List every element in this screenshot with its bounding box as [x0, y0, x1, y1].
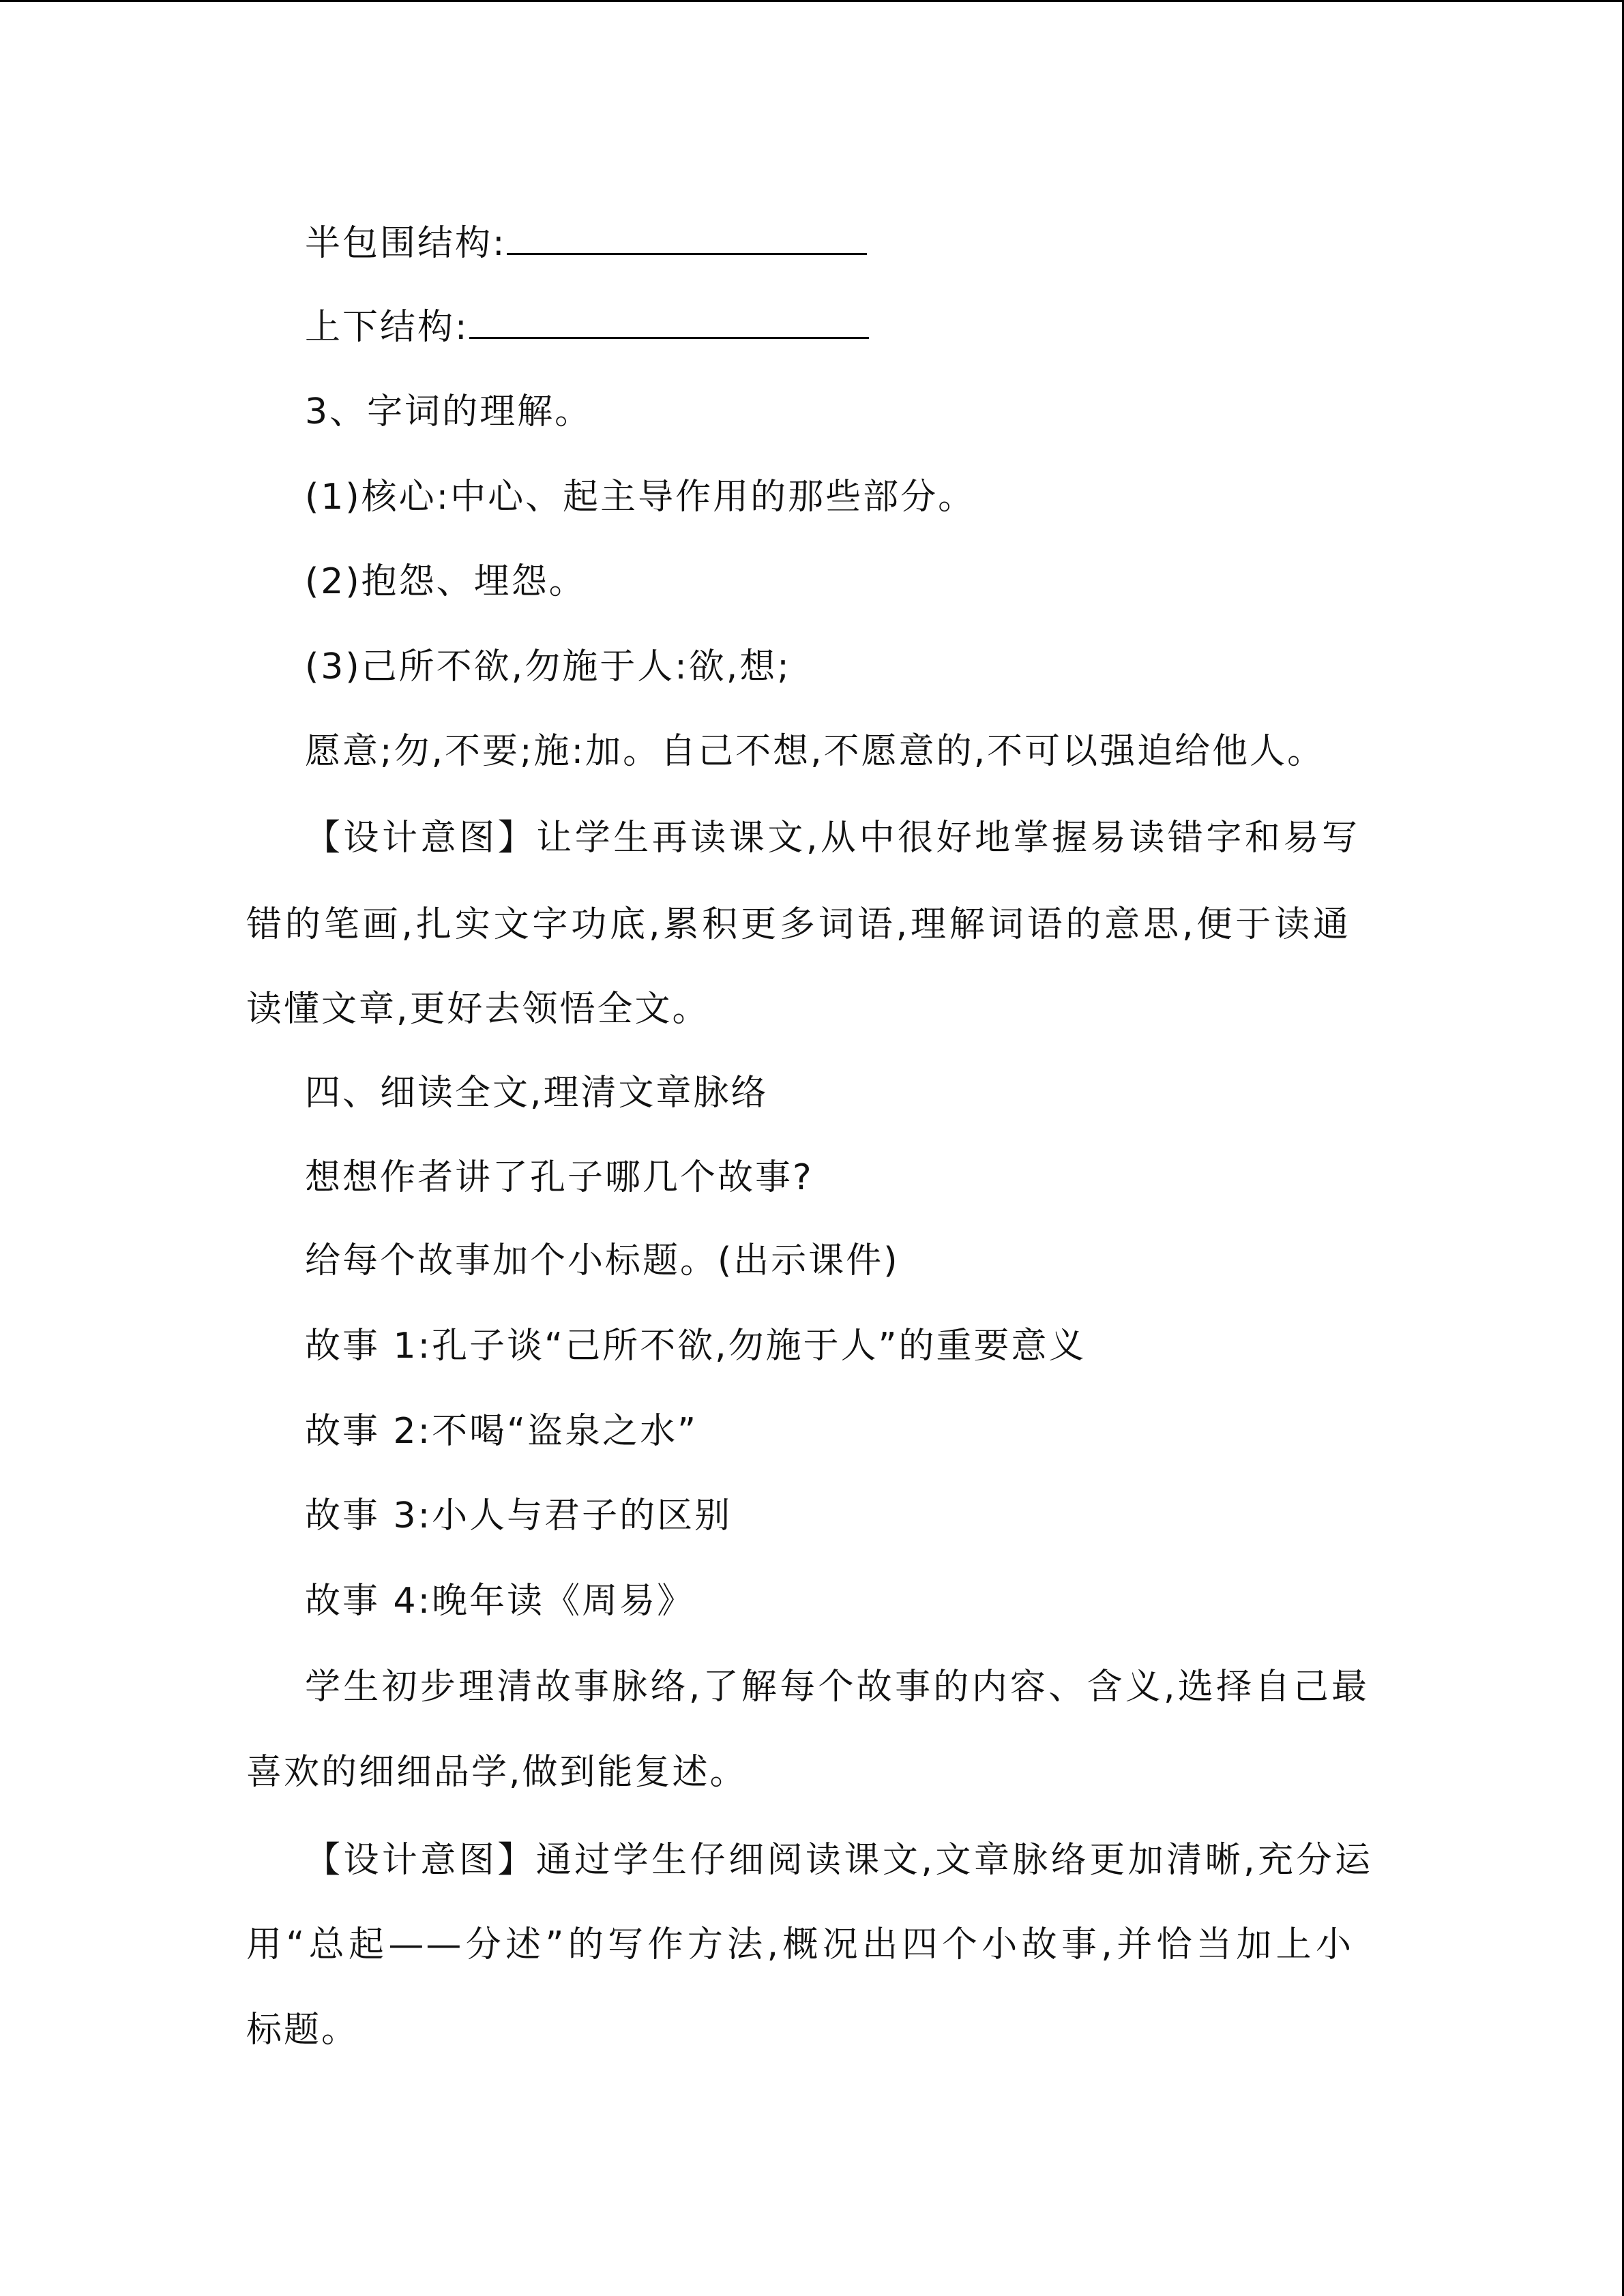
section-4-question: 想想作者讲了孔子哪几个故事? [305, 1157, 814, 1198]
story-title: 故事 4:晚年读《周易》 [305, 1581, 695, 1622]
fill-in-row-half-enclosed [305, 221, 867, 266]
word-explanation-item: 愿意;勿,不要;施:加。自己不想,不愿意的,不可以强迫给他人。 [305, 731, 1325, 772]
design-intent-1-line: 读懂文章,更好去领悟全文。 [246, 989, 710, 1030]
fill-in-row-top-bottom [305, 305, 869, 350]
story-title: 故事 2:不喝“盗泉之水” [305, 1411, 698, 1452]
summary-line: 喜欢的细细品学,做到能复述。 [246, 1752, 748, 1793]
story-title: 故事 3:小人与君子的区别 [305, 1495, 733, 1536]
design-intent-2-line: 【设计意图】通过学生仔细阅读课文,文章脉络更加清晰,充分运 [305, 1840, 1372, 1881]
word-explanation-item: (2)抱怨、埋怨。 [305, 561, 587, 602]
fill-in-blank-line [507, 226, 867, 255]
word-explanation-item: (1)核心:中心、起主导作用的那些部分。 [305, 477, 976, 518]
fill-in-label: 半包围结构: [305, 223, 507, 264]
section-4-instruction: 给每个故事加个小标题。(出示课件) [305, 1240, 900, 1281]
fill-in-blank-line [469, 310, 869, 339]
design-intent-1-line: 错的笔画,扎实文字功底,累积更多词语,理解词语的意思,便于读通 [246, 904, 1350, 945]
design-intent-2-line: 用“总起——分述”的写作方法,概况出四个小故事,并恰当加上小 [246, 1924, 1353, 1965]
word-explanation-item: (3)己所不欲,勿施于人:欲,想; [305, 646, 791, 687]
summary-line: 学生初步理清故事脉络,了解每个故事的内容、含义,选择自己最 [305, 1667, 1369, 1708]
design-intent-1-line: 【设计意图】让学生再读课文,从中很好地掌握易读错字和易写 [305, 818, 1359, 859]
section-4-heading: 四、细读全文,理清文章脉络 [305, 1073, 769, 1114]
section-3-heading: 3、字词的理解。 [305, 391, 593, 432]
story-title: 故事 1:孔子谈“己所不欲,勿施于人”的重要意义 [305, 1326, 1087, 1367]
design-intent-2-line: 标题。 [246, 2010, 359, 2051]
fill-in-label: 上下结构: [305, 307, 469, 348]
